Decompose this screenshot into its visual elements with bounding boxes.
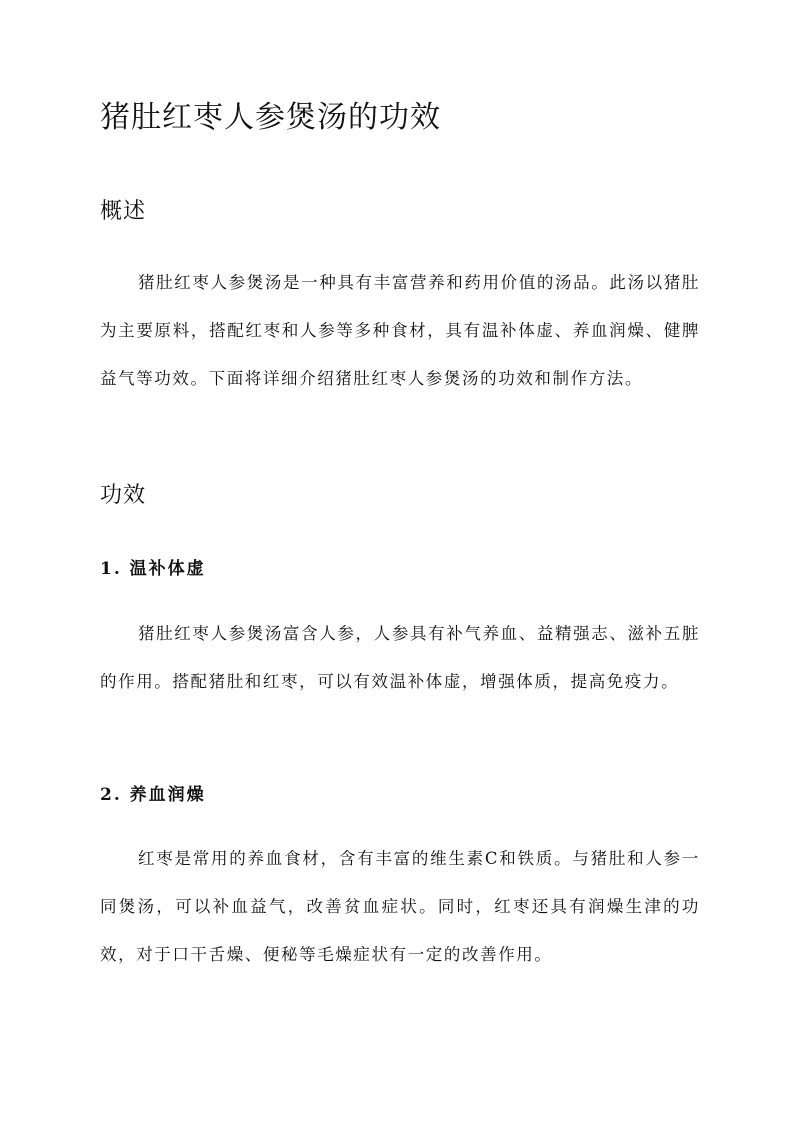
section-heading-overview: 概述 — [100, 199, 147, 224]
overview-paragraph: 猪肚红枣人参煲汤是一种具有丰富营养和药用价值的汤品。此汤以猪肚为主要原料，搭配红枣和人参等多种食材，具有温补体虚、养血润燥、健脾益气等功效。下面将详细介绍猪肚红枣人参煲汤的功效和制作方法。 — [100, 273, 700, 388]
subsection-heading-1: 1. 温补体虚 — [100, 559, 206, 579]
subsection-paragraph-1: 猪肚红枣人参煲汤富含人参，人参具有补气养血、益精强志、滋补五脏的作用。搭配猪肚和红枣，可以有效温补体虚，增强体质，提高免疫力。 — [100, 624, 700, 691]
section-heading-effects: 功效 — [100, 483, 147, 508]
subsection-paragraph-2: 红枣是常用的养血食材，含有丰富的维生素C和铁质。与猪肚和人参一同煲汤，可以补血益气，改善贫血症状。同时，红枣还具有润燥生津的功效，对于口干舌燥、便秘等毛燥症状有一定的改善作用。 — [100, 849, 700, 964]
document-title: 猪肚红枣人参煲汤的功效 — [100, 100, 441, 135]
subsection-heading-2: 2. 养血润燥 — [100, 785, 206, 805]
